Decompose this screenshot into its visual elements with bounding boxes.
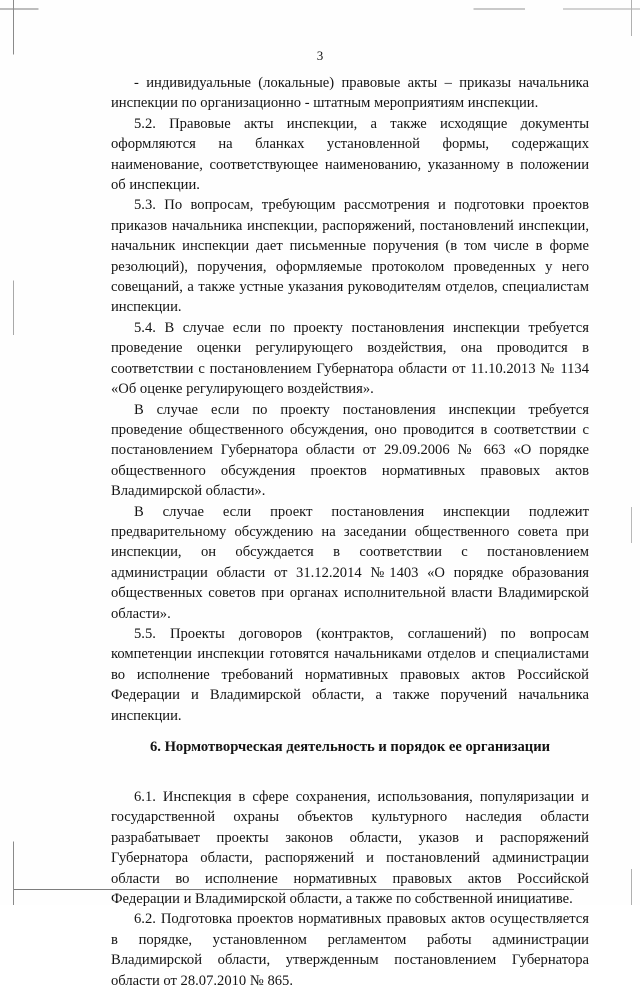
paragraph-5-4: 5.4. В случае если по проекту постановления инспекции требуется проведение оценки регулирующего воздействия, она проводится в соответствии с постановлением Губернатора области от 11.10.2013 № 1134 «Об оценке регулирующего воздействия». bbox=[111, 319, 589, 398]
scan-artifact-left-edge bbox=[13, 0, 14, 905]
paragraph-public-discussion: В случае если по проекту постановления инспекции требуется проведение общественного обсуждения, оно проводится в соответствии с постановлением Губернатора области от 29.09.2006 № 663 «О порядке общественного обсуждения проектов нормативных правовых актов Владимирской области». bbox=[111, 401, 589, 500]
section-heading-6: 6. Нормотворческая деятельность и порядок ее организации bbox=[149, 739, 551, 755]
page-number: 3 bbox=[316, 48, 324, 63]
paragraph-5-3: 5.3. По вопросам, требующим рассмотрения и подготовки проектов приказов начальника инспекции, распоряжений, постановлений инспекции, начальник инспекции дает письменные поручения (в том числе в форме резолюций), поручения, оформляемые протоколом проведенных у него совещаний, а также устные указания руководителям отделов, специалистам инспекции. bbox=[111, 197, 589, 316]
paragraph-public-council: В случае если проект постановления инспекции подлежит предварительному обсуждению на заседании общественного совета при инспекции, он обсуждается в соответствии с постановлением администрации области от 31.12.2014 №1403 «О порядке образования общественных советов при органах исполнительной власти Владимирской области». bbox=[111, 503, 589, 622]
scan-artifact-top bbox=[0, 8, 640, 10]
paragraph-5-5: 5.5. Проекты договоров (контрактов, соглашений) по вопросам компетенции инспекции готовятся начальниками отделов и специалистами во исполнение требований нормативных правовых актов Российской Федерации и Владимирской области, а также поручений начальника инспекции. bbox=[111, 625, 589, 724]
document-body bbox=[111, 73, 589, 991]
paragraph-local-acts: - индивидуальные (локальные) правовые акты – приказы начальника инспекции по организационно - штатным мероприятиям инспекции. bbox=[111, 75, 589, 112]
paragraph-6-2: 6.2. Подготовка проектов нормативных правовых актов осуществляется в порядке, установленном регламентом работы администрации Владимирской области, утвержденным постановлением Губернатора области от 28.07.2010 № 865. bbox=[111, 911, 589, 989]
paragraph-5-2: 5.2. Правовые акты инспекции, а также исходящие документы оформляются на бланках установленной формы, содержащих наименование, соответствующее наименованию, указанному в положении об инспекции. bbox=[111, 115, 589, 194]
scan-artifact-right-edge bbox=[631, 0, 632, 905]
paragraph-6-1: 6.1. Инспекция в сфере сохранения, использования, популяризации и государственной охраны объектов культурного наследия области разрабатывает проекты законов области, указов и распоряжений Губернатора области, распоряжений и постановлений администрации области во исполнение нормативных правовых актов Российской Федерации и Владимирской области, а также по собственной инициативе. bbox=[111, 789, 589, 908]
